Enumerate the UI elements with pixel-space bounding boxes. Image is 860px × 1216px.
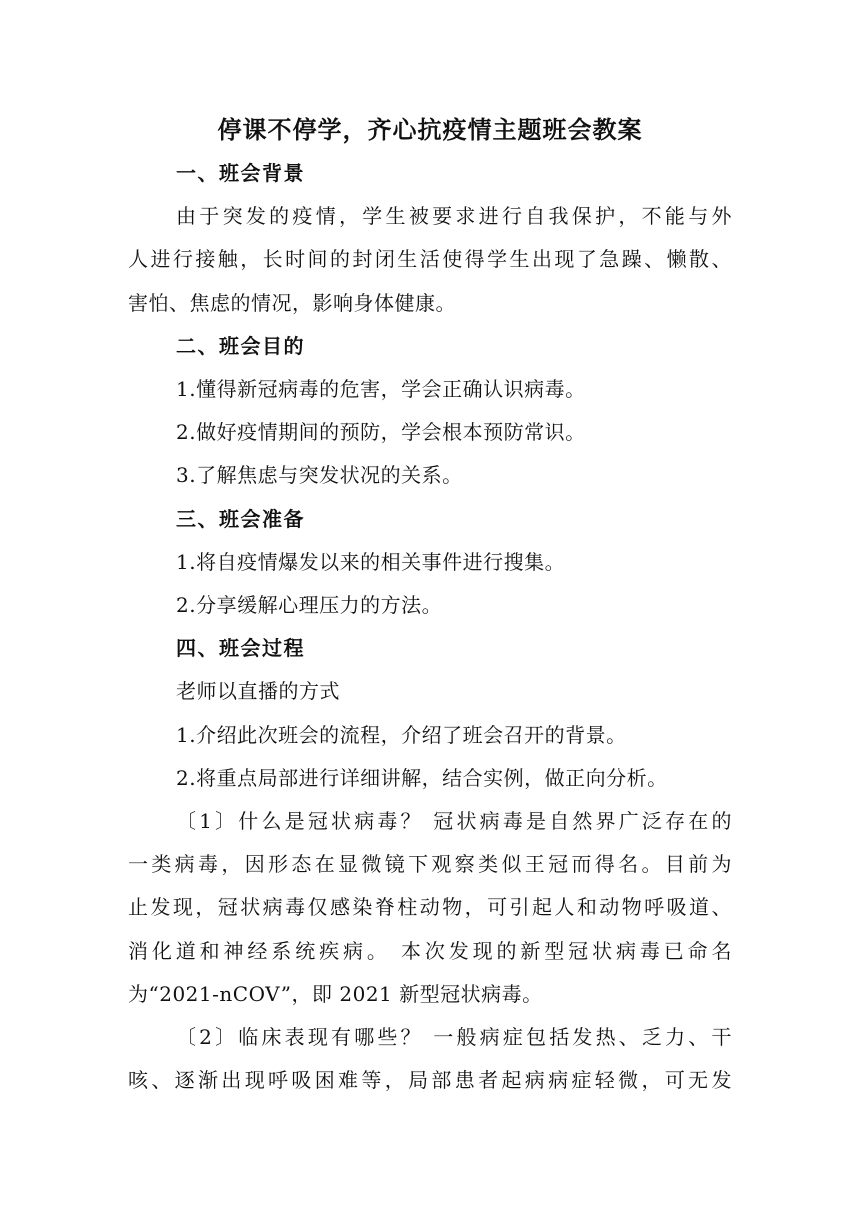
- section-heading-purpose: 二、班会目的: [176, 333, 305, 358]
- paragraph-line: 由于突发的疫情，学生被要求进行自我保护，不能与外: [176, 204, 732, 229]
- section-heading-background: 一、班会背景: [176, 161, 305, 185]
- document-body: [128, 152, 732, 1102]
- paragraph-line: 〔1〕什么是冠状病毒？ 冠状病毒是自然界广泛存在的: [176, 809, 732, 834]
- list-item: 2.将重点局部进行详细讲解，结合实例，做正向分析。: [176, 765, 668, 790]
- list-item: 1.介绍此次班会的流程，介绍了班会召开的背景。: [176, 722, 627, 747]
- paragraph-line: 人进行接触，长时间的封闭生活使得学生出现了急躁、懒散、: [128, 247, 732, 272]
- list-item: 1.将自疫情爆发以来的相关事件进行搜集。: [176, 549, 566, 574]
- paragraph-line: 消化道和神经系统疾病。 本次发现的新型冠状病毒已命名: [128, 938, 732, 963]
- section-heading-process: 四、班会过程: [176, 636, 305, 661]
- paragraph-line: 〔2〕临床表现有哪些？ 一般病症包括发热、乏力、干: [176, 1025, 732, 1050]
- list-item: 1.懂得新冠病毒的危害，学会正确认识病毒。: [176, 377, 586, 402]
- paragraph-line: 咳、逐渐出现呼吸困难等，局部患者起病病症轻微，可无发: [128, 1068, 732, 1093]
- list-item: 3.了解焦虑与突发状况的关系。: [176, 463, 463, 488]
- paragraph-line: 一类病毒，因形态在显微镜下观察类似王冠而得名。目前为: [128, 852, 732, 877]
- list-item: 2.分享缓解心理压力的方法。: [176, 593, 443, 618]
- list-item: 2.做好疫情期间的预防，学会根本预防常识。: [176, 420, 586, 445]
- paragraph-line: 止发现，冠状病毒仅感染脊柱动物，可引起人和动物呼吸道、: [128, 895, 732, 920]
- paragraph-line: 为“2021-nCOV”，即 2021 新型冠状病毒。: [128, 981, 543, 1006]
- document-title: 停课不停学，齐心抗疫情主题班会教案: [217, 115, 643, 144]
- paragraph-line: 害怕、焦虑的情况，影响身体健康。: [128, 290, 456, 315]
- section-heading-preparation: 三、班会准备: [176, 506, 305, 531]
- paragraph-line: 老师以直播的方式: [176, 679, 340, 704]
